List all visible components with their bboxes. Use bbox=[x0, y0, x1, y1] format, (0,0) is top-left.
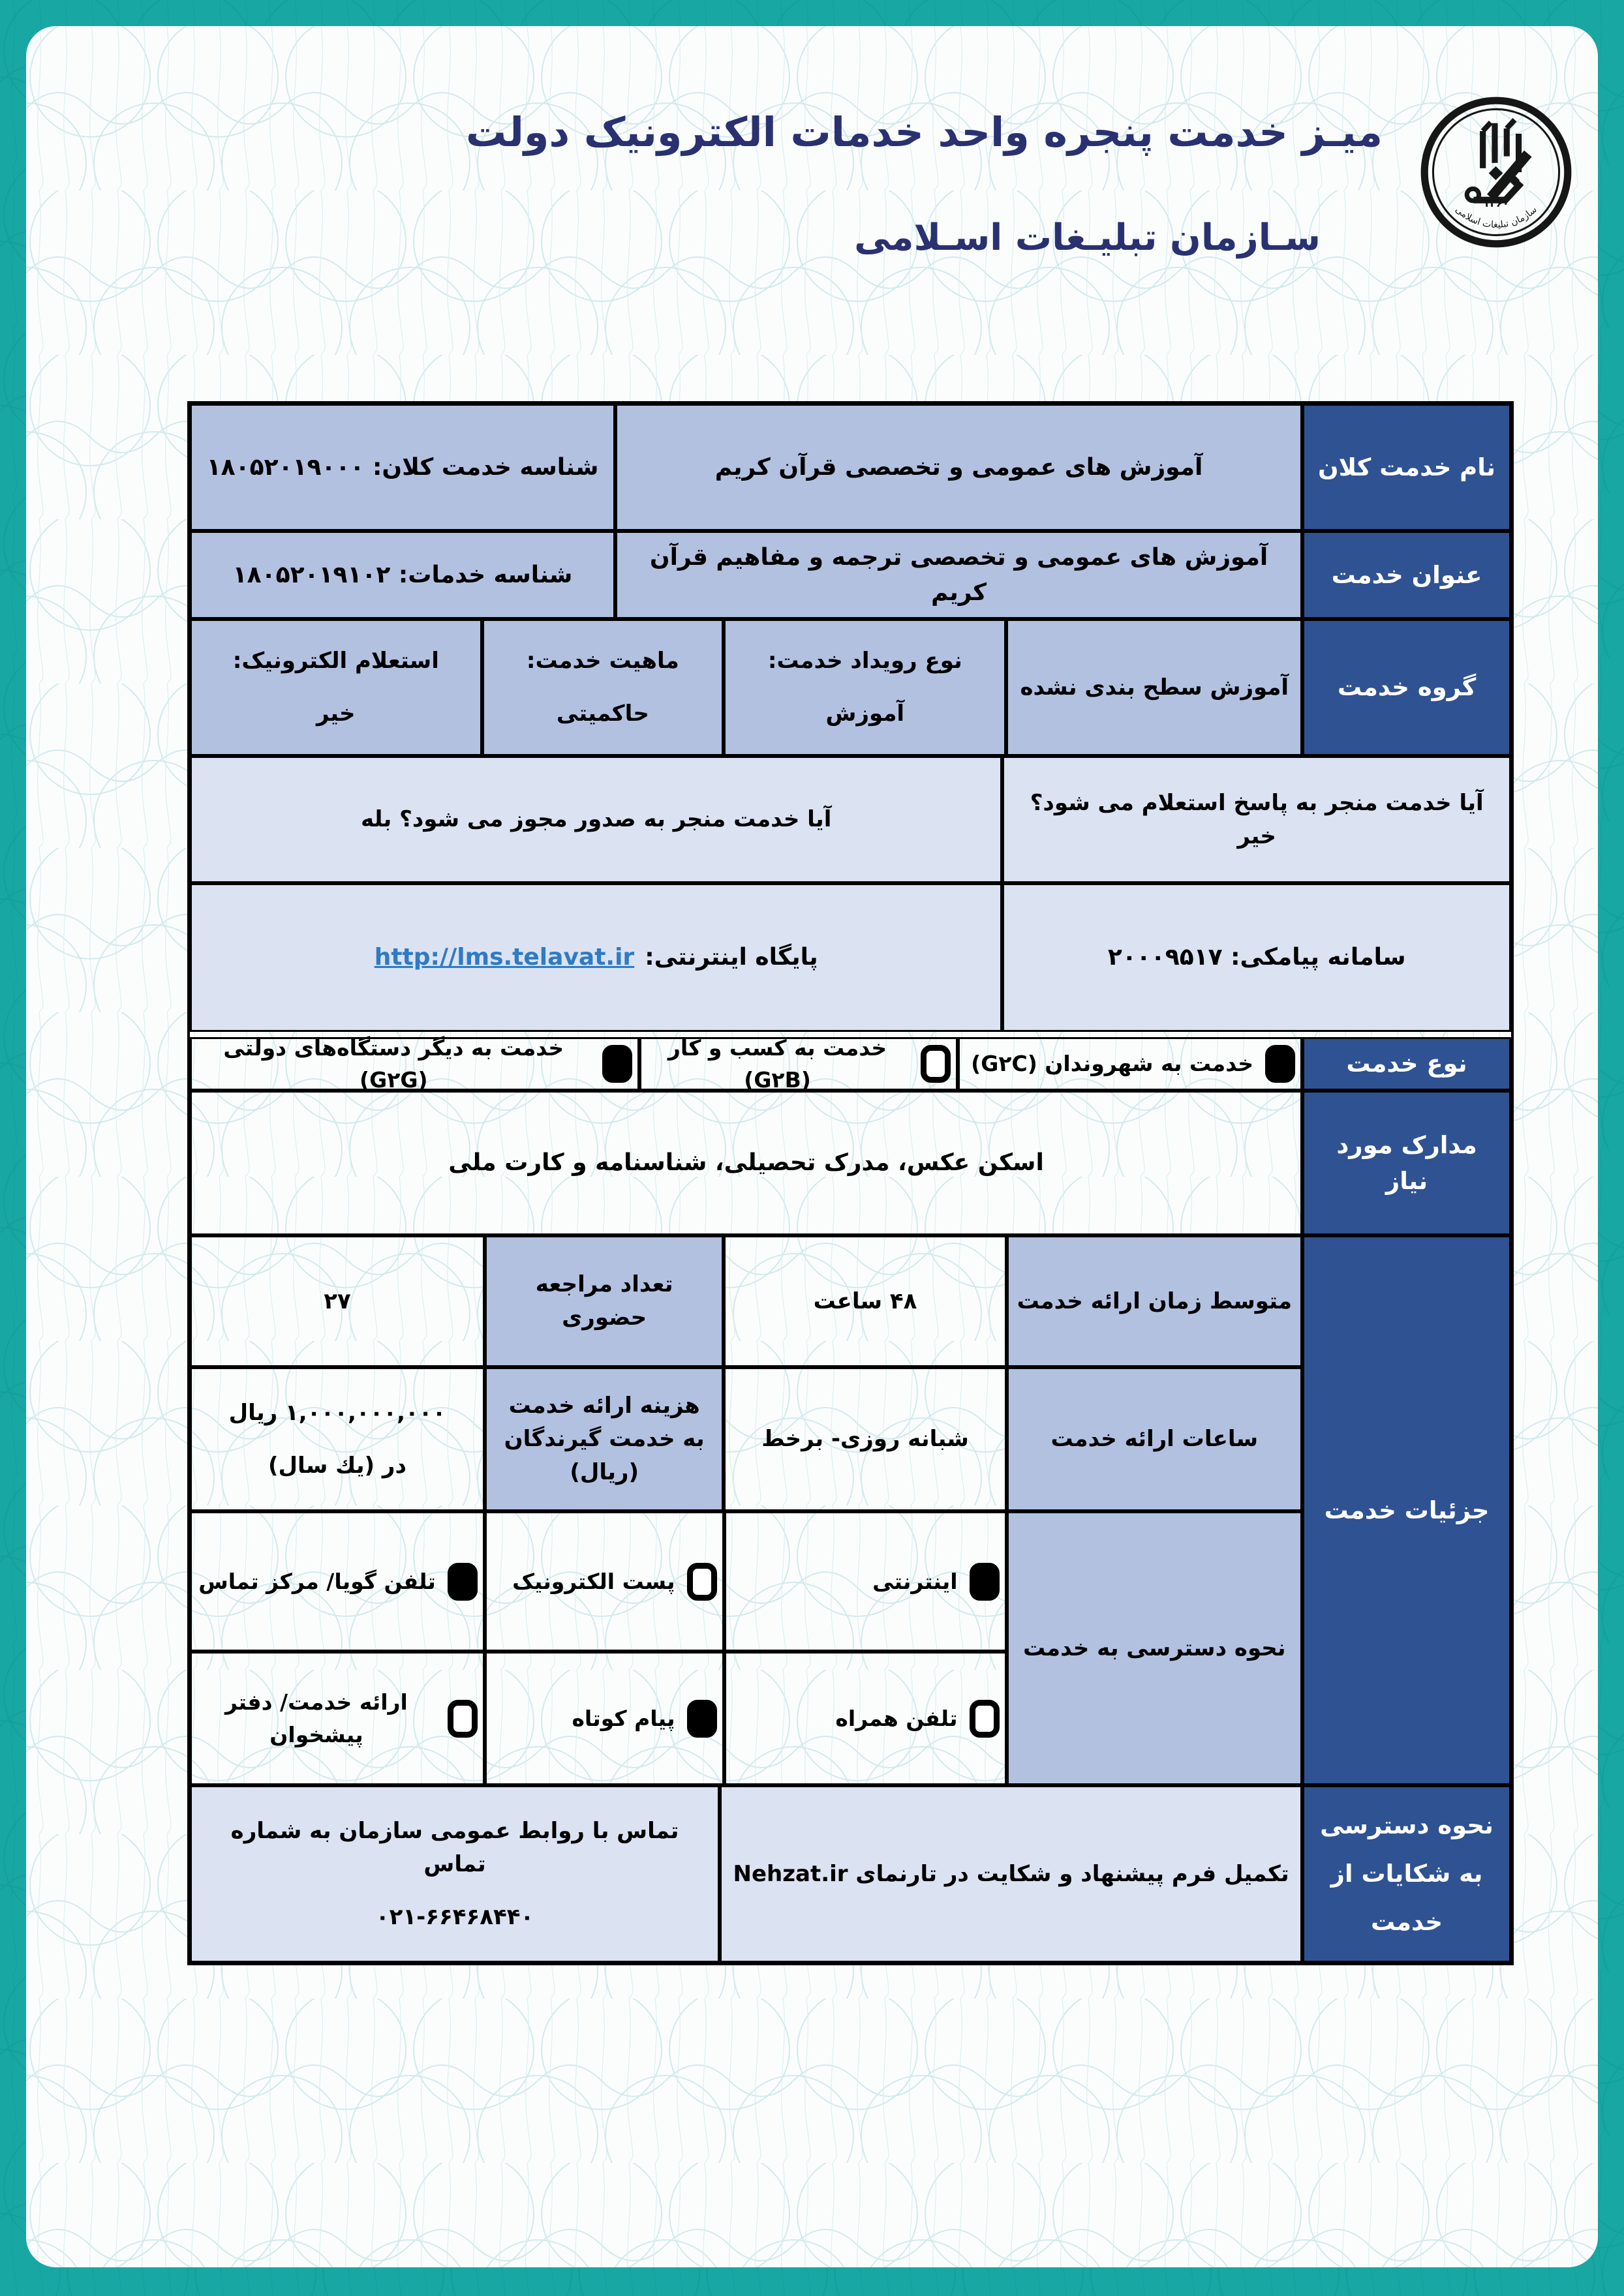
hours-value-cell: شبانه روزی- برخط bbox=[724, 1367, 1006, 1511]
avg-time-value-cell: ۴۸ ساعت bbox=[724, 1235, 1006, 1367]
service-type-g2g-cell bbox=[190, 1037, 639, 1091]
service-nature-label: ماهیت خدمت: bbox=[526, 648, 679, 674]
access-options-row2 bbox=[190, 1652, 1007, 1785]
service-group-label-cell: گروه خدمت bbox=[1302, 619, 1511, 756]
visits-value-cell: ۲۷ bbox=[190, 1235, 485, 1367]
access-label-cell: نحوه دسترسی به خدمت bbox=[1007, 1511, 1303, 1785]
event-type-cell bbox=[724, 619, 1006, 756]
electronic-inquiry-value: خیر bbox=[316, 701, 356, 727]
ivr-label: تلفن گویا/ مرکز تماس bbox=[198, 1568, 436, 1594]
service-group-value-cell: آموزش سطح بندی نشده bbox=[1006, 619, 1302, 756]
internet-label: اینترنتی bbox=[872, 1568, 958, 1594]
g2b-checkbox bbox=[921, 1045, 951, 1083]
row-avg-time bbox=[190, 1235, 1302, 1367]
row-inquiry-license bbox=[190, 756, 1511, 883]
access-options bbox=[190, 1511, 1007, 1785]
complaints-phone-line2: ۰۲۱-۶۶۴۶۸۴۴۰ bbox=[375, 1903, 534, 1930]
access-counter-cell bbox=[190, 1652, 485, 1785]
inquiry-question-cell: آیا خدمت منجر به پاسخ استعلام می شود؟ خیر bbox=[1002, 756, 1511, 883]
row-contact bbox=[190, 883, 1511, 1032]
service-title-id-cell: شناسه خدمات: ۱۸۰۵۲۰۱۹۱۰۲ bbox=[190, 531, 615, 619]
g2b-label: خدمت به کسب و کار (G۲B) bbox=[667, 1035, 887, 1093]
details-label-cell: جزئیات خدمت bbox=[1302, 1235, 1511, 1785]
document-header bbox=[437, 108, 1383, 259]
counter-checkbox bbox=[448, 1700, 478, 1738]
access-internet-cell bbox=[724, 1511, 1007, 1652]
row-macro-service bbox=[190, 404, 1511, 531]
complaints-web-cell: تکمیل فرم پیشنهاد و شکایت در تارنمای Nehzat.ir bbox=[720, 1785, 1302, 1963]
service-website-link[interactable]: http://lms.telavat.ir bbox=[374, 944, 635, 971]
hours-label-cell: ساعات ارائه خدمت bbox=[1007, 1367, 1303, 1511]
row-service-group bbox=[190, 619, 1511, 756]
mobile-label: تلفن همراه bbox=[835, 1705, 958, 1731]
cost-value-line1: ۱,۰۰۰,۰۰۰,۰۰۰ ریال bbox=[228, 1399, 446, 1426]
access-sms-cell bbox=[485, 1652, 724, 1785]
website-cell bbox=[190, 883, 1002, 1032]
mobile-checkbox bbox=[970, 1700, 1000, 1738]
complaints-label-cell: نحوه دسترسی به شکایات از خدمت bbox=[1302, 1785, 1511, 1963]
event-type-label: نوع رویداد خدمت: bbox=[767, 648, 962, 674]
sms-system-cell: سامانه پیامکی: ۲۰۰۰۹۵۱۷ bbox=[1002, 883, 1511, 1032]
service-title-name-cell: آموزش های عمومی و تخصصی ترجمه و مفاهیم قرآن کریم bbox=[615, 531, 1302, 619]
internet-checkbox bbox=[970, 1563, 1000, 1601]
macro-service-label-cell: نام خدمت کلان bbox=[1302, 404, 1511, 531]
g2g-label: خدمت به دیگر دستگاه‌های دولتی (G۲G) bbox=[223, 1035, 564, 1093]
page-subtitle: سـازمان تبلیـغات اسـلامی bbox=[854, 217, 1321, 260]
row-service-type bbox=[190, 1037, 1511, 1091]
document-card bbox=[26, 26, 1598, 2267]
service-title-label-cell: عنوان خدمت bbox=[1302, 531, 1511, 619]
visits-label-cell: تعداد مراجعه حضوری bbox=[485, 1235, 724, 1367]
license-question-cell: آیا خدمت منجر به صدور مجوز می شود؟ بله bbox=[190, 756, 1002, 883]
service-type-g2b-cell bbox=[639, 1037, 958, 1091]
g2c-checkbox bbox=[1265, 1045, 1295, 1083]
electronic-inquiry-label: استعلام الکترونیک: bbox=[232, 648, 439, 674]
access-email-cell bbox=[485, 1511, 724, 1652]
row-documents bbox=[190, 1091, 1511, 1235]
complaints-phone-line1: تماس با روابط عمومی سازمان به شماره تماس bbox=[230, 1817, 679, 1877]
access-options-row1 bbox=[190, 1511, 1007, 1652]
ivr-checkbox bbox=[448, 1563, 478, 1601]
rows-access bbox=[190, 1511, 1302, 1785]
cost-value-cell bbox=[190, 1367, 485, 1511]
cost-value-line2: در (یك سال) bbox=[268, 1452, 406, 1479]
row-service-title bbox=[190, 531, 1511, 619]
logo-year: ۱۳۶۰ bbox=[1483, 196, 1509, 209]
access-ivr-cell bbox=[190, 1511, 485, 1652]
complaints-phone-cell bbox=[190, 1785, 720, 1963]
organization-logo bbox=[1417, 93, 1576, 252]
access-mobile-cell bbox=[724, 1652, 1007, 1785]
service-type-g2c-cell bbox=[958, 1037, 1303, 1091]
documents-label-cell: مدارک مورد نیاز bbox=[1302, 1091, 1511, 1235]
email-checkbox bbox=[687, 1563, 717, 1601]
counter-label: ارائه خدمت/ دفتر پیشخوان bbox=[225, 1689, 408, 1747]
details-body bbox=[190, 1235, 1302, 1785]
service-nature-value: حاکمیتی bbox=[556, 701, 649, 727]
event-type-value: آموزش bbox=[825, 701, 905, 727]
website-label: پایگاه اینترنتی: bbox=[645, 944, 818, 971]
sms-checkbox bbox=[687, 1700, 717, 1738]
avg-time-label-cell: متوسط زمان ارائه خدمت bbox=[1007, 1235, 1303, 1367]
logo-caption: سازمان تبلیغات اسلامی bbox=[1453, 204, 1539, 230]
row-complaints bbox=[190, 1785, 1511, 1963]
g2c-label: خدمت به شهروندان (G۲C) bbox=[971, 1051, 1254, 1077]
cost-label-cell: هزینه ارائه خدمت به خدمت گیرندگان (ریال) bbox=[485, 1367, 724, 1511]
electronic-inquiry-cell bbox=[190, 619, 482, 756]
service-details-band bbox=[190, 1235, 1511, 1785]
macro-service-id-cell: شناسه خدمت کلان: ۱۸۰۵۲۰۱۹۰۰۰ bbox=[190, 404, 615, 531]
org-emblem-icon bbox=[1424, 100, 1568, 244]
page-title: میـز خدمت پنجره واحد خدمات الکترونیک دولت bbox=[465, 108, 1383, 156]
macro-service-name-cell: آموزش های عمومی و تخصصی قرآن کریم bbox=[615, 404, 1302, 531]
email-label: پست الکترونیک bbox=[512, 1568, 675, 1594]
service-nature-cell bbox=[482, 619, 724, 756]
documents-value-cell: اسکن عکس، مدرک تحصیلی، شناسنامه و کارت ملی bbox=[190, 1091, 1302, 1235]
sms-label: پیام کوتاه bbox=[572, 1705, 675, 1731]
row-hours-cost bbox=[190, 1367, 1302, 1511]
service-type-label-cell: نوع خدمت bbox=[1302, 1037, 1511, 1091]
g2g-checkbox bbox=[602, 1045, 632, 1083]
service-table bbox=[187, 401, 1514, 1965]
